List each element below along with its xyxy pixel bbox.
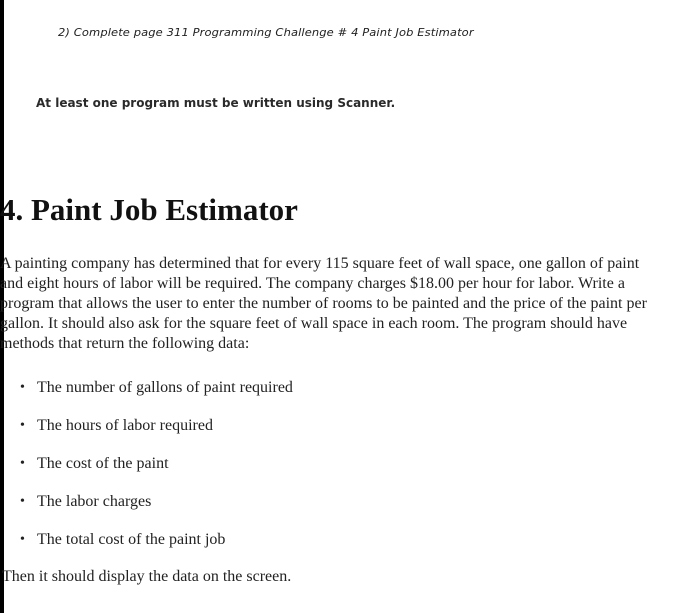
list-item-text: The number of gallons of paint required — [37, 379, 293, 396]
bullet-icon: • — [20, 494, 25, 509]
description-line: A painting company has determined that for every 115 square feet of wall space, one gallon of paint — [0, 255, 640, 272]
list-item — [20, 490, 293, 528]
closing-sentence: Then it should display the data on the screen. — [2, 568, 292, 585]
list-item-text: The cost of the paint — [37, 455, 169, 472]
problem-heading: 4. Paint Job Estimator — [0, 192, 298, 227]
requirement-note: At least one program must be written using Scanner. — [36, 96, 396, 110]
list-item — [20, 528, 293, 566]
description-line: methods that return the following data: — [0, 335, 250, 352]
list-item-text: The total cost of the paint job — [37, 531, 226, 548]
bullet-icon: • — [20, 380, 25, 395]
description-line: and eight hours of labor will be required. The company charges $18.00 per hour for labor. Write a — [0, 275, 625, 292]
description-line: program that allows the user to enter the number of rooms to be painted and the price of the paint per — [0, 295, 647, 312]
list-item-text: The labor charges — [37, 493, 152, 510]
bullet-icon: • — [20, 418, 25, 433]
requirements-list — [20, 376, 293, 566]
list-item — [20, 414, 293, 452]
list-item — [20, 376, 293, 414]
list-item — [20, 452, 293, 490]
description-line: gallon. It should also ask for the square feet of wall space in each room. The program should have — [0, 315, 628, 332]
problem-description — [0, 254, 700, 354]
bullet-icon: • — [20, 456, 25, 471]
list-item-text: The hours of labor required — [37, 417, 213, 434]
bullet-icon: • — [20, 532, 25, 547]
assignment-note: 2) Complete page 311 Programming Challenge # 4 Paint Job Estimator — [58, 25, 474, 39]
